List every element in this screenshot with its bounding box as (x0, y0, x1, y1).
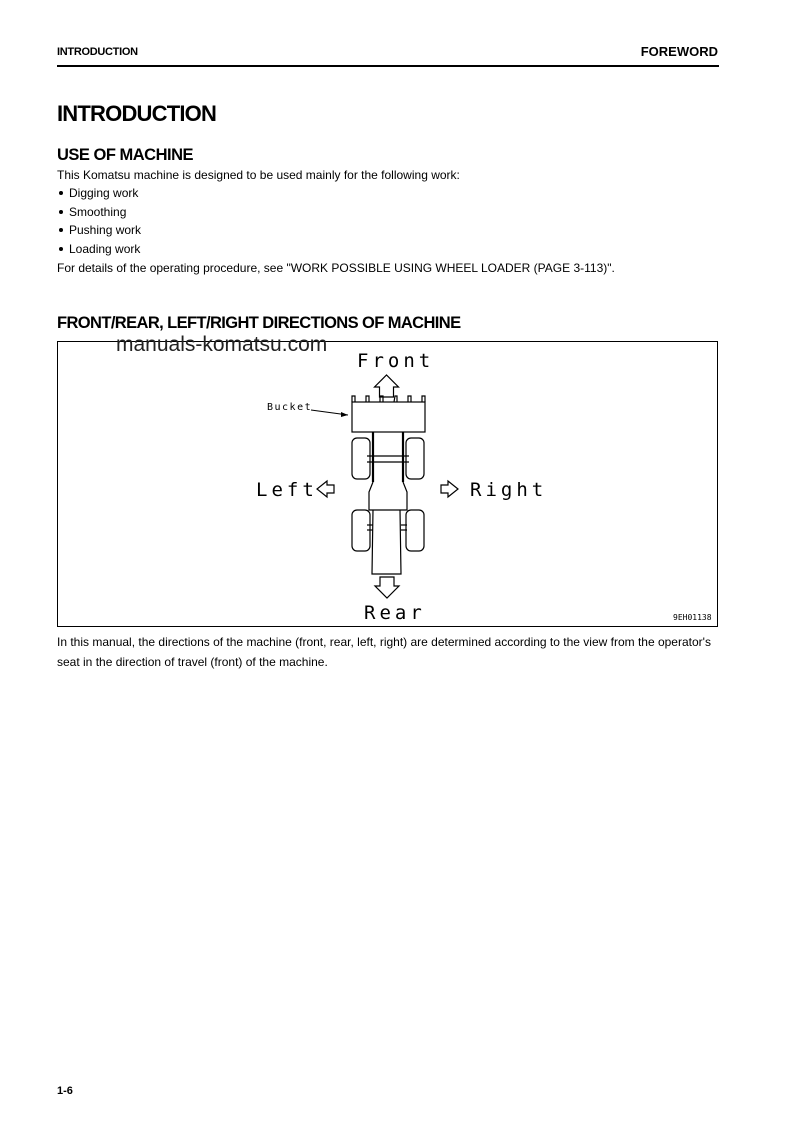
bullet-icon (59, 191, 63, 195)
use-intro-text: This Komatsu machine is designed to be used mainly for the following work: (57, 168, 460, 182)
running-header-chapter: FOREWORD (640, 44, 718, 59)
procedure-reference-text: For details of the operating procedure, see "WORK POSSIBLE USING WHEEL LOADER (PAGE 3-113)". (57, 261, 615, 275)
page-title: INTRODUCTION (57, 101, 217, 126)
work-list (59, 184, 141, 259)
rear-right-wheel (406, 510, 424, 551)
directions-figure (57, 341, 718, 627)
bullet-icon (59, 247, 63, 251)
watermark: manuals-komatsu.com (116, 333, 328, 356)
bullet-icon (59, 210, 63, 214)
section-heading-use-of-machine: USE OF MACHINE (57, 146, 194, 164)
list-item: Smoothing (59, 203, 141, 222)
directions-caption: In this manual, the directions of the machine (front, rear, left, right) are determined according to the view from the operator's seat in the direction of travel (front) of the machine. (57, 635, 711, 669)
header-rule (57, 65, 719, 67)
label-left: Left (256, 479, 318, 501)
list-item: Digging work (59, 184, 141, 203)
label-front: Front (357, 350, 435, 372)
list-item: Pushing work (59, 221, 141, 240)
page-number: 1-6 (57, 1085, 73, 1097)
arrow-up-icon (375, 375, 399, 397)
bucket-shape (352, 402, 425, 432)
front-right-wheel (406, 438, 424, 479)
arrow-left-icon (317, 481, 334, 497)
label-rear: Rear (364, 602, 426, 624)
bullet-icon (59, 228, 63, 232)
arrow-down-icon (375, 577, 399, 598)
label-right: Right (470, 479, 548, 501)
section-heading-directions: FRONT/REAR, LEFT/RIGHT DIRECTIONS OF MACHINE (57, 314, 461, 332)
figure-code: 9EH01138 (673, 613, 712, 622)
label-bucket: Bucket (267, 402, 313, 413)
arrow-right-icon (441, 481, 458, 497)
front-left-wheel (352, 438, 370, 479)
wheel-loader-diagram (58, 342, 717, 626)
running-header-section: INTRODUCTION (57, 46, 138, 58)
list-item: Loading work (59, 240, 141, 259)
